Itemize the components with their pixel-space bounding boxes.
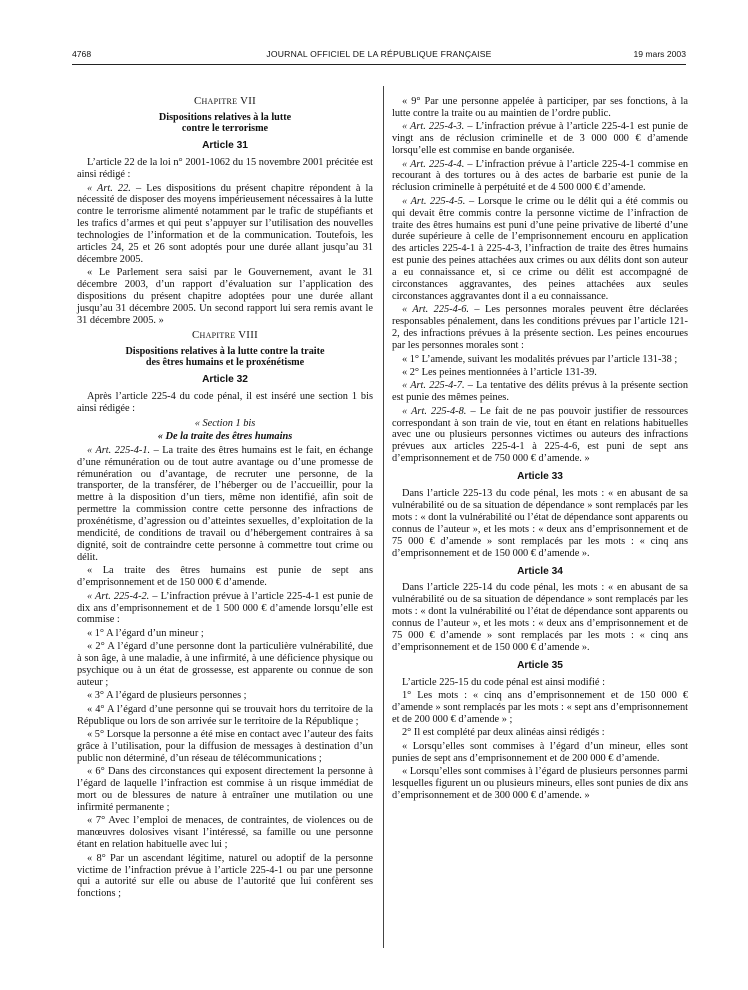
page-number: 4768 [72,49,92,59]
section-title: « De la traite des êtres humains [157,430,293,442]
paragraph [392,367,688,379]
paragraph [392,406,688,466]
paragraph-text: – Lorsque le crime ou le délit qui a été commis ou qui devait être commis contre la personne victime de l’infraction de traite des êtres humains est puni d’une peine privative de liberté d’une durée supérieure à celle de l’emprisonnement encouru en application des articles 225-4-1 à 225-4-3, l’infraction de traite des êtres humains est punie des peines attachées aux crimes ou aux délits dont son auteur a eu connaissance et, si ce crime ou délit est accompagné de circonstances aggravantes, des peines attachées aux seules circonstances aggravantes dont il a eu connaissance. [392,195,688,302]
article-reference: « Art. 225-4-8. [402,405,467,417]
paragraph-text: « 2° A l’égard d’une personne dont la particulière vulnérabilité, due à son âge, à une maladie, à une infirmité, à une déficience physique ou psychique ou à un état de grossesse, est apparente ou connue de son auteur ; [77,641,373,688]
subtitle-line: Dispositions relatives à la lutte contre la traite [125,345,325,357]
paragraph-text: Dans l’article 225-13 du code pénal, les mots : « en abusant de sa vulnérabilité ou de sa situation de dépendance » sont remplacés par les mots : « dont la vulnérabilité ou l’état de dépendance sont apparents ou connus de l’auteur », et les mots : « deux ans d’emprisonnement et de 75 000 € d’amende » sont remplacés par les mots : « cinq ans d’emprisonnement et de 150 000 € d’amende ». [392,488,688,559]
paragraph-text: « 1° A l’égard d’un mineur ; [87,627,204,639]
paragraph-text: « 5° Lorsque la personne a été mise en contact avec l’auteur des faits grâce à l’utilisation, pour la diffusion de messages à destination d’un public non déterminé, d’un réseau de télécommunications ; [77,729,373,764]
subtitle-line: contre le terrorisme [181,123,269,135]
paragraph [392,380,688,404]
paragraph [77,628,373,640]
paragraph-text: Dans l’article 225-14 du code pénal, les mots : « en abusant de sa vulnérabilité ou de sa situation de dépendance » sont remplacés par les mots : « dont la vulnérabilité ou l’état de dépendance sont apparents ou connus de l’auteur », et les mots : « deux ans d’emprisonnement et de 75 000 € d’amende » sont remplacés par les mots : « cinq ans d’emprisonnement et de 150 000 € d’amende ». [392,582,688,653]
page-header [72,49,686,63]
chapter-heading: Chapitre VIII [192,328,258,341]
paragraph [392,96,688,120]
paragraph-text: – La tentative des délits prévus à la présente section est punie des mêmes peines. [392,380,688,404]
paragraph [77,815,373,851]
paragraph [392,488,688,559]
article-reference: « Art. 225-4-2. [87,590,150,602]
paragraph [77,183,373,266]
paragraph [77,853,373,901]
paragraph [392,582,688,653]
article-heading: Article 31 [202,140,248,152]
section-heading: « Section 1 bis [194,417,256,429]
chapter-subtitle [77,112,373,134]
paragraph [392,304,688,352]
paragraph [392,354,688,366]
paragraph-text: « Lorsqu’elles sont commises à l’égard d’un mineur, elles sont punies de sept ans d’emprisonnement et de 200 000 € d’amende. [392,740,688,764]
article-heading: Article 33 [517,471,563,483]
paragraph-text: « 4° A l’égard d’une personne qui se trouvait hors du territoire de la République ou lors de son arrivée sur le territoire de la République ; [77,703,373,727]
journal-title: JOURNAL OFFICIEL DE LA RÉPUBLIQUE FRANÇAISE [266,49,492,59]
paragraph [392,677,688,689]
article-reference: « Art. 225-4-1. [87,444,151,456]
header-rule [72,64,686,65]
article-reference: « Art. 225-4-4. [402,158,465,170]
paragraph-text: L’article 22 de la loi n° 2001-1062 du 15 novembre 2001 précitée est ainsi rédigé : [77,157,373,181]
right-column [392,96,688,803]
paragraph-text: 1° Les mots : « cinq ans d’emprisonnement et de 150 000 € d’amende » sont remplacés par les mots : « sept ans d’emprisonnement et de 200 000 € d’amende » ; [392,690,688,725]
paragraph [392,690,688,726]
paragraph-text: – L’infraction prévue à l’article 225-4-1 est punie de dix ans d’emprisonnement et de 1 500 000 € d’amende lorsqu’elle est commise : [77,590,374,626]
paragraph [77,391,373,415]
paragraph-text: – La traite des êtres humains est le fait, en échange d’une rémunération ou de tout autre avantage ou d’une promesse de rémunération ou d’avantage, de recruter une personne, de la transporter, de la transférer, de l’héberger ou de l’accueillir, pour la mettre à la disposition d’un tiers, même non identifié, afin soit de permettre la commission contre cette personne des infractions de proxénétisme, d’agression ou d’atteintes sexuelles, d’exploitation de la mendicité, de conditions de travail ou d’hébergement contraires à sa dignité, soit de contraindre cette personne à commettre tout crime ou délit. [77,444,374,563]
paragraph-text: – Le fait de ne pas pouvoir justifier de ressources correspondant à son train de vie, tout en étant en relations habituelles avec une ou plusieurs personnes victimes ou auteurs des infractions prévues aux articles 225-4-1 à 225-4-6, est puni de sept ans d’emprisonnement et de 750 000 € d’amende. » [392,405,688,465]
paragraph-text: « 6° Dans des circonstances qui exposent directement la personne à l’égard de laquelle l’infraction est commise à un risque immédiat de mort ou de blessures de nature à entraîner une mutilation ou une infirmité permanente ; [77,766,373,814]
paragraph-text: « 3° A l’égard de plusieurs personnes ; [87,690,247,702]
paragraph [77,641,373,689]
article-reference: « Art. 225-4-3. [402,121,465,133]
paragraph [77,565,373,589]
paragraph [77,445,373,564]
chapter-heading: Chapitre VII [193,95,257,107]
paragraph-text: « Le Parlement sera saisi par le Gouvernement, avant le 31 décembre 2003, d’un rapport d’évaluation sur l’application des dispositions du présent chapitre adoptées pour une durée allant jusqu’au 31 décembre 2005. Un second rapport lui sera remis avant le 31 décembre 2005. » [77,267,373,326]
paragraph-text: « 2° Les peines mentionnées à l’article 131-39. [402,366,597,378]
paragraph [392,766,688,802]
paragraph-text: « 7° Avec l’emploi de menaces, de contraintes, de violences ou de manœuvres dolosives visant l’intéressé, sa famille ou une personne étant en relation habituelle avec lui ; [77,815,373,851]
paragraph [77,690,373,702]
paragraph [77,591,373,627]
paragraph-text: « 1° L’amende, suivant les modalités prévues par l’article 131-38 ; [402,353,678,365]
paragraph-text: – L’infraction prévue à l’article 225-4-1 est punie de vingt ans de réclusion criminelle et de 3 000 000 € d’amende lorsqu’elle est commise en bande organisée. [392,121,689,157]
article-reference: « Art. 225-4-7. [402,380,465,392]
paragraph [392,159,688,195]
article-reference: « Art. 225-4-6. [402,304,469,316]
paragraph-text: L’article 225-15 du code pénal est ainsi modifié : [402,676,605,688]
paragraph [392,727,688,739]
article-heading: Article 35 [517,659,563,671]
publication-date: 19 mars 2003 [633,49,686,59]
paragraph [77,704,373,728]
paragraph-text: « 9° Par une personne appelée à participer, par ses fonctions, à la lutte contre la traite ou au maintien de l’ordre public. [392,96,688,119]
paragraph-text: – L’infraction prévue à l’article 225-4-1 commise en recourant à des tortures ou à des actes de barbarie est punie de la réclusion criminelle à perpétuité et de 4 500 000 € d’amende. [392,158,688,194]
paragraph [77,267,373,327]
subtitle-line: des êtres humains et le proxénétisme [145,357,305,369]
paragraph [77,729,373,765]
paragraph-text: « La traite des êtres humains est punie de sept ans d’emprisonnement et de 150 000 € d’amende. [77,565,373,589]
column-divider [383,86,384,948]
article-reference: « Art. 225-4-5. [402,195,466,207]
paragraph [392,196,688,303]
paragraph-text: « 8° Par un ascendant légitime, naturel ou adoptif de la personne victime de l’infraction prévue à l’article 225-4-1 ou par une personne qui a autorité sur elle ou abuse de l’autorité que lui confèrent ses fonctions ; [77,852,373,900]
subtitle-line: Dispositions relatives à la lutte [158,111,292,123]
article-heading: Article 34 [517,565,563,577]
paragraph [77,766,373,814]
article-reference: « Art. 22. [87,182,131,194]
paragraph-text: – Les dispositions du présent chapitre répondent à la nécessité de disposer des moyens impérieusement nécessaires à la lutte contre le terrorisme alimenté notamment par le trafic de stupéfiants et les trafics d’armes et qui peut s’appuyer sur l’utilisation des nouvelles technologies de l’information et de la communication. Toutefois, les articles 24, 25 et 26 sont adoptés pour une durée allant jusqu’au 31 décembre 2005. [77,182,374,265]
article-heading: Article 32 [202,374,248,386]
paragraph-text: Après l’article 225-4 du code pénal, il est inséré une section 1 bis ainsi rédigée : [77,391,373,415]
left-column [77,93,373,902]
paragraph-text: – Les personnes morales peuvent être déclarées responsables pénalement, dans les conditions prévues par l’article 121-2, des infractions prévues à la présente section. Les peines encourues par les personnes morales sont : [392,304,688,352]
paragraph [392,741,688,765]
paragraph [392,121,688,157]
chapter-subtitle [77,346,373,368]
paragraph [77,157,373,181]
paragraph-text: « Lorsqu’elles sont commises à l’égard de plusieurs personnes parmi lesquelles figurent un ou plusieurs mineurs, elles sont punies de dix ans d’emprisonnement et de 300 000 € d’amende. » [392,766,688,801]
paragraph-text: 2° Il est complété par deux alinéas ainsi rédigés : [402,727,605,739]
